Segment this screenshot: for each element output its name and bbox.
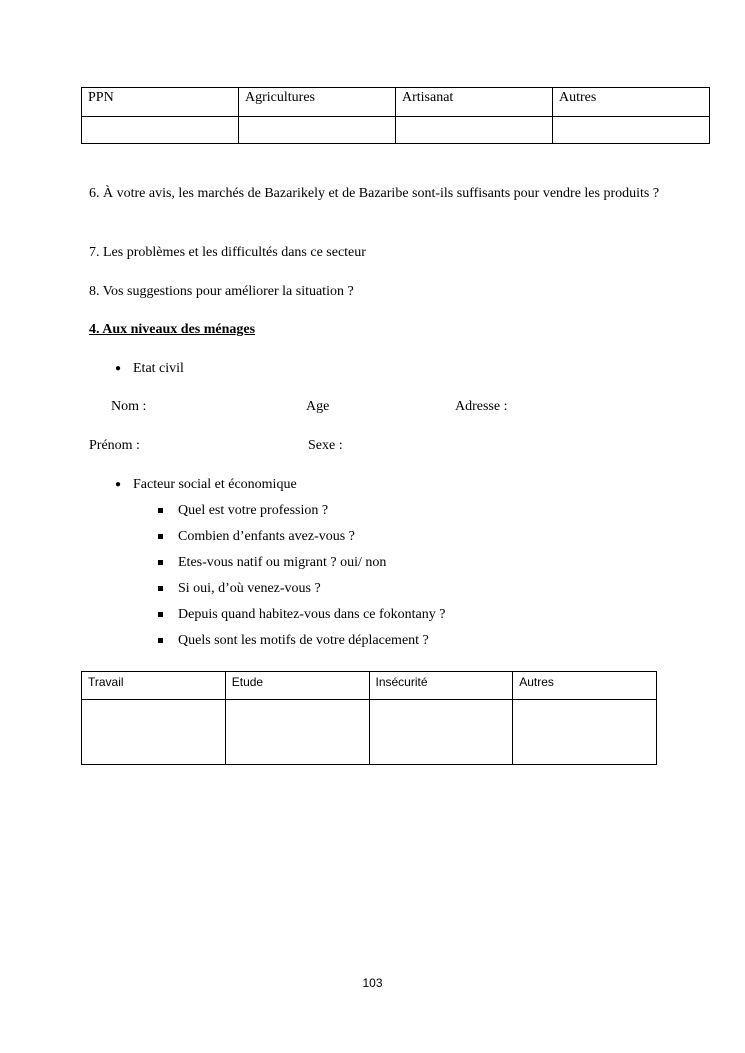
table-cell xyxy=(553,117,710,144)
table-cell xyxy=(513,700,657,765)
age-label: Age xyxy=(306,399,330,414)
list-item: Quels sont les motifs de votre déplacement ? xyxy=(178,633,429,648)
list-item: Quel est votre profession ? xyxy=(178,503,329,518)
list-item: Combien d’enfants avez-vous ? xyxy=(178,529,355,544)
page-number: 103 xyxy=(362,976,383,990)
table-cell xyxy=(82,700,226,765)
square-bullet-icon xyxy=(158,586,163,591)
nom-label: Nom : xyxy=(111,399,147,414)
table-cell xyxy=(82,117,239,144)
table-cell xyxy=(369,700,513,765)
bullet-icon: ● xyxy=(115,479,122,490)
prenom-label: Prénom : xyxy=(89,438,140,453)
list-item: Si oui, d’où venez-vous ? xyxy=(178,581,321,596)
table-header-cell: Artisanat xyxy=(396,88,553,117)
facteur-label: Facteur social et économique xyxy=(133,477,297,492)
table-header-cell: Autres xyxy=(553,88,710,117)
square-bullet-icon xyxy=(158,612,163,617)
table-header-cell: PPN xyxy=(82,88,239,117)
table-header-cell: Insécurité xyxy=(369,672,513,700)
motifs-table xyxy=(81,671,657,765)
square-bullet-icon xyxy=(158,638,163,643)
table-header-cell: Agricultures xyxy=(239,88,396,117)
question-6: 6. À votre avis, les marchés de Bazarikely et de Bazaribe sont-ils suffisants pour vendre les produits ? xyxy=(89,186,660,201)
etat-civil-label: Etat civil xyxy=(133,361,184,376)
table-header-cell: Autres xyxy=(513,672,657,700)
list-item: Etes-vous natif ou migrant ? oui/ non xyxy=(178,555,387,570)
question-8: 8. Vos suggestions pour améliorer la situation ? xyxy=(89,284,354,299)
table-cell xyxy=(225,700,369,765)
square-bullet-icon xyxy=(158,560,163,565)
adresse-label: Adresse : xyxy=(455,399,508,414)
list-item: Depuis quand habitez-vous dans ce fokontany ? xyxy=(178,607,446,622)
question-7: 7. Les problèmes et les difficultés dans ce secteur xyxy=(89,245,366,260)
sexe-label: Sexe : xyxy=(308,438,343,453)
square-bullet-icon xyxy=(158,508,163,513)
bullet-icon: ● xyxy=(115,363,122,374)
table-header-cell: Travail xyxy=(82,672,226,700)
square-bullet-icon xyxy=(158,534,163,539)
table-cell xyxy=(239,117,396,144)
products-table xyxy=(81,87,710,144)
table-cell xyxy=(396,117,553,144)
section-heading: 4. Aux niveaux des ménages xyxy=(89,322,256,337)
table-header-cell: Etude xyxy=(225,672,369,700)
